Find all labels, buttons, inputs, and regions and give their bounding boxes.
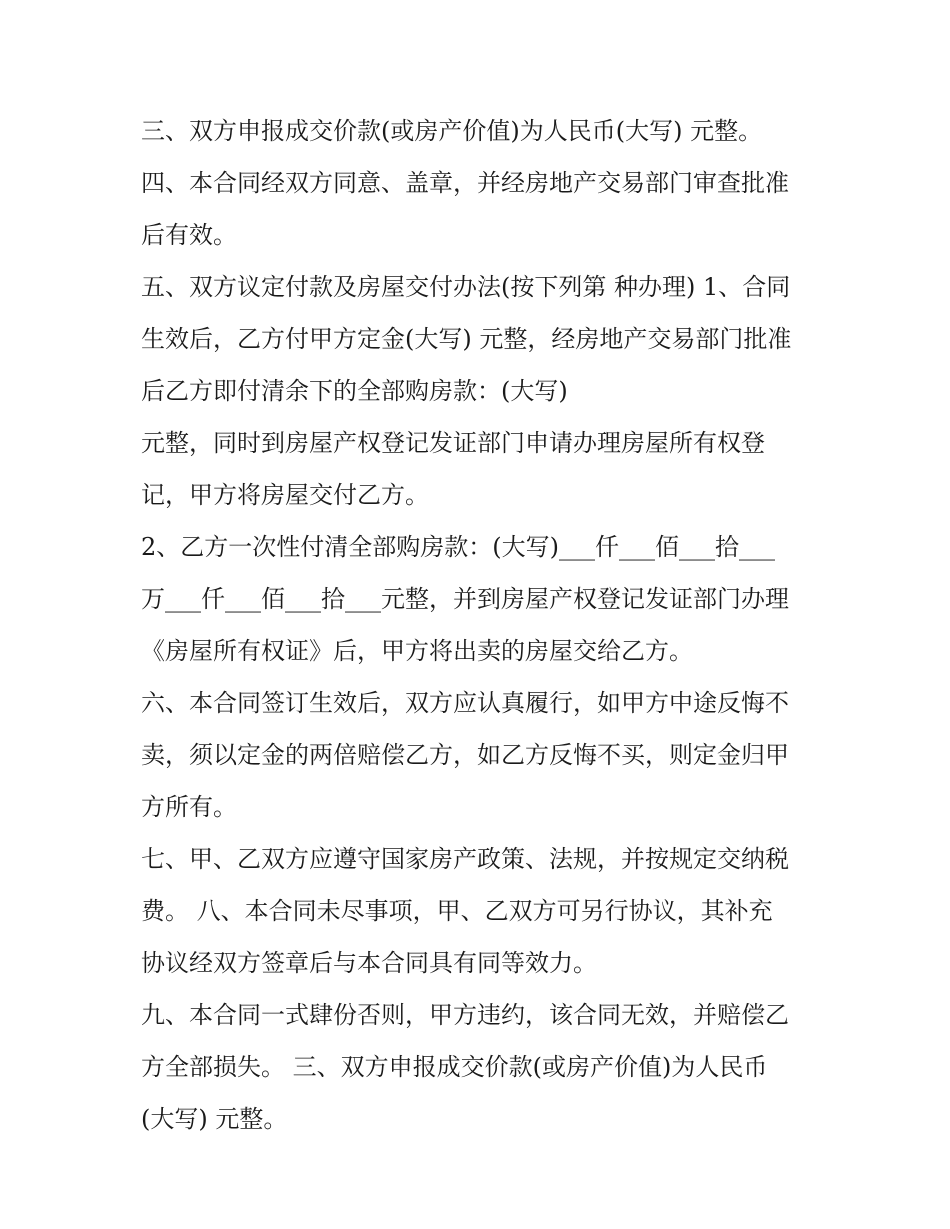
text-line: 元整，同时到房屋产权登记发证部门申请办理房屋所有权登 (141, 429, 765, 457)
text-line: 记，甲方将房屋交付乙方。 (141, 481, 429, 509)
text-line: 费。 八、本合同未尽事项，甲、乙双方可另行协议，其补充 (141, 897, 773, 925)
text-line: 卖，须以定金的两倍赔偿乙方，如乙方反悔不买，则定金归甲 (141, 741, 789, 769)
text-line: 方全部损失。 三、双方申报成交价款(或房产价值)为人民币 (141, 1053, 768, 1081)
text-line: (大写) 元整。 (141, 1105, 288, 1133)
contract-text (141, 105, 821, 1145)
text-line: 2、乙方一次性付清全部购房款：(大写)___仟___佰___拾___ (141, 533, 775, 561)
text-line: 万___仟___佰___拾___元整，并到房屋产权登记发证部门办理 (141, 585, 789, 613)
text-line: 后有效。 (141, 221, 237, 249)
text-line: 协议经双方签章后与本合同具有同等效力。 (141, 949, 597, 977)
text-line: 九、本合同一式肆份否则，甲方违约，该合同无效，并赔偿乙 (141, 1001, 789, 1029)
text-line: 五、双方议定付款及房屋交付办法(按下列第 种办理) 1、合同 (141, 273, 791, 301)
text-line: 四、本合同经双方同意、盖章，并经房地产交易部门审查批准 (141, 169, 789, 197)
text-line: 六、本合同签订生效后，双方应认真履行，如甲方中途反悔不 (141, 689, 789, 717)
text-line: 《房屋所有权证》后，甲方将出卖的房屋交给乙方。 (141, 637, 693, 665)
text-line: 方所有。 (141, 793, 237, 821)
text-line: 后乙方即付清余下的全部购房款：(大写) (141, 377, 568, 405)
text-line: 生效后，乙方付甲方定金(大写) 元整，经房地产交易部门批准 (141, 325, 792, 353)
text-line: 三、双方申报成交价款(或房产价值)为人民币(大写) 元整。 (141, 117, 763, 145)
text-line: 七、甲、乙双方应遵守国家房产政策、法规，并按规定交纳税 (141, 845, 789, 873)
